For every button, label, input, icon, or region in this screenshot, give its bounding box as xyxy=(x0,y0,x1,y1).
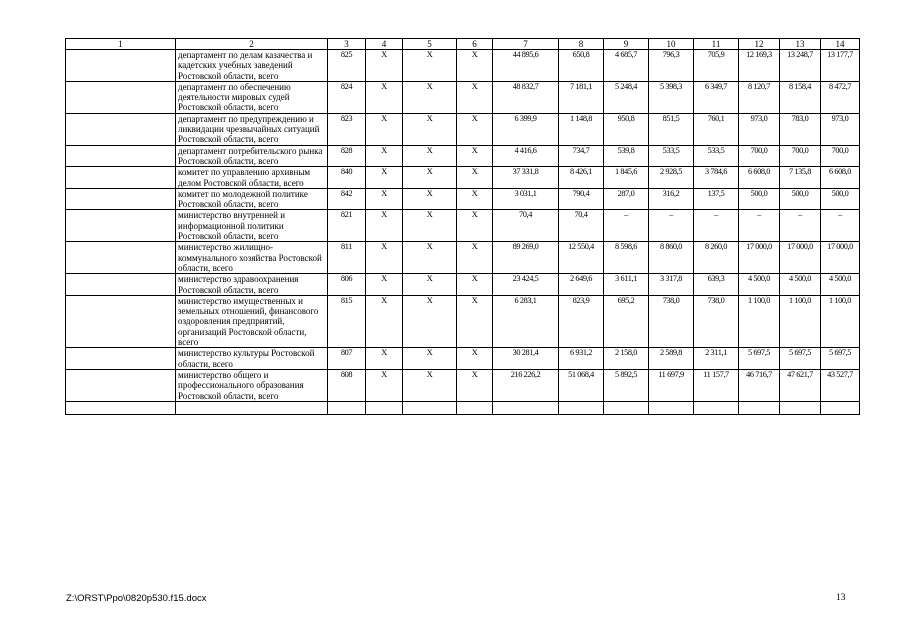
row-name: комитет по управлению архивным делом Ростовской области, всего xyxy=(176,167,328,189)
value-cell: 842 xyxy=(328,188,366,210)
value-cell: Х xyxy=(366,274,403,296)
value-cell: 4 685,7 xyxy=(604,50,649,82)
value-cell: 973,0 xyxy=(739,113,780,145)
value-cell: Х xyxy=(457,348,493,370)
value-cell: 23 424,5 xyxy=(493,274,559,296)
table-row xyxy=(66,113,860,145)
value-cell: 828 xyxy=(328,145,366,167)
row-name: департамент по делам казачества и кадетских учебных заведений Ростовской области, всего xyxy=(176,50,328,82)
value-cell: 5 697,5 xyxy=(821,348,860,370)
filler-row xyxy=(66,401,860,414)
value-cell: 48 832,7 xyxy=(493,81,559,113)
header-cell: 4 xyxy=(366,39,403,50)
value-cell: Х xyxy=(403,348,457,370)
header-cell: 13 xyxy=(780,39,821,50)
value-cell: 3 784,6 xyxy=(694,167,739,189)
table-row xyxy=(66,242,860,274)
row-name: департамент по предупреждению и ликвидации чрезвычайных ситуаций Ростовской области, всего xyxy=(176,113,328,145)
value-cell: 5 248,4 xyxy=(604,81,649,113)
table-row xyxy=(66,167,860,189)
value-cell: 2 649,6 xyxy=(559,274,604,296)
value-cell: 1 845,6 xyxy=(604,167,649,189)
value-cell: Х xyxy=(457,188,493,210)
value-cell: 47 621,7 xyxy=(780,369,821,401)
value-cell: 806 xyxy=(328,274,366,296)
value-cell: Х xyxy=(403,369,457,401)
value-cell: Х xyxy=(457,210,493,242)
value-cell: Х xyxy=(457,295,493,347)
value-cell: Х xyxy=(366,210,403,242)
value-cell: 6 608,0 xyxy=(821,167,860,189)
value-cell: 17 000,0 xyxy=(780,242,821,274)
value-cell: 6 283,1 xyxy=(493,295,559,347)
table-row xyxy=(66,188,860,210)
value-cell: 5 892,5 xyxy=(604,369,649,401)
table-row xyxy=(66,81,860,113)
value-cell: 8 598,6 xyxy=(604,242,649,274)
value-cell: Х xyxy=(403,113,457,145)
empty-cell xyxy=(403,401,457,414)
value-cell: 650,8 xyxy=(559,50,604,82)
value-cell: 13 248,7 xyxy=(780,50,821,82)
value-cell: 821 xyxy=(328,210,366,242)
value-cell: Х xyxy=(366,348,403,370)
row-name: министерство здравоохранения Ростовской области, всего xyxy=(176,274,328,296)
value-cell: 808 xyxy=(328,369,366,401)
empty-cell xyxy=(66,369,176,401)
empty-cell xyxy=(493,401,559,414)
table-row xyxy=(66,50,860,82)
value-cell: Х xyxy=(366,145,403,167)
value-cell: 287,0 xyxy=(604,188,649,210)
value-cell: 823,9 xyxy=(559,295,604,347)
value-cell: 11 157,7 xyxy=(694,369,739,401)
value-cell: – xyxy=(821,210,860,242)
row-name: министерство культуры Ростовской области, всего xyxy=(176,348,328,370)
empty-cell xyxy=(559,401,604,414)
value-cell: Х xyxy=(366,295,403,347)
value-cell: 500,0 xyxy=(780,188,821,210)
row-name: департамент потребительского рынка Ростовской области, всего xyxy=(176,145,328,167)
value-cell: 823 xyxy=(328,113,366,145)
value-cell: Х xyxy=(457,274,493,296)
value-cell: 3 611,1 xyxy=(604,274,649,296)
empty-cell xyxy=(66,401,176,414)
value-cell: Х xyxy=(403,274,457,296)
value-cell: 500,0 xyxy=(821,188,860,210)
empty-cell xyxy=(604,401,649,414)
value-cell: 5 697,5 xyxy=(780,348,821,370)
empty-cell xyxy=(66,274,176,296)
empty-cell xyxy=(66,348,176,370)
table-row xyxy=(66,210,860,242)
value-cell: Х xyxy=(457,81,493,113)
empty-cell xyxy=(366,401,403,414)
value-cell: 5 697,5 xyxy=(739,348,780,370)
value-cell: 4 416,6 xyxy=(493,145,559,167)
value-cell: Х xyxy=(366,369,403,401)
value-cell: – xyxy=(694,210,739,242)
empty-cell xyxy=(66,295,176,347)
file-path: Z:\ORST\Ppo\0820p530.f15.docx xyxy=(66,593,207,604)
header-cell: 7 xyxy=(493,39,559,50)
value-cell: Х xyxy=(366,242,403,274)
value-cell: 6 931,2 xyxy=(559,348,604,370)
empty-cell xyxy=(66,188,176,210)
value-cell: Х xyxy=(366,167,403,189)
value-cell: 5 398,3 xyxy=(649,81,694,113)
value-cell: 46 716,7 xyxy=(739,369,780,401)
row-name: департамент по обеспечению деятельности мировых судей Ростовской области, всего xyxy=(176,81,328,113)
row-name: министерство внутренней и информационной политики Ростовской области, всего xyxy=(176,210,328,242)
value-cell: 825 xyxy=(328,50,366,82)
empty-cell xyxy=(66,242,176,274)
empty-cell xyxy=(66,81,176,113)
header-cell: 3 xyxy=(328,39,366,50)
header-cell: 9 xyxy=(604,39,649,50)
value-cell: 695,2 xyxy=(604,295,649,347)
value-cell: 639,3 xyxy=(694,274,739,296)
value-cell: 8 426,1 xyxy=(559,167,604,189)
value-cell: 1 100,0 xyxy=(739,295,780,347)
value-cell: 7 181,1 xyxy=(559,81,604,113)
empty-cell xyxy=(780,401,821,414)
value-cell: – xyxy=(739,210,780,242)
value-cell: 738,0 xyxy=(694,295,739,347)
value-cell: 17 000,0 xyxy=(739,242,780,274)
value-cell: – xyxy=(604,210,649,242)
value-cell: 500,0 xyxy=(739,188,780,210)
header-cell: 6 xyxy=(457,39,493,50)
row-name: министерство жилищно-коммунального хозяйства Ростовской области, всего xyxy=(176,242,328,274)
table-row xyxy=(66,348,860,370)
value-cell: 2 311,1 xyxy=(694,348,739,370)
value-cell: 6 399,9 xyxy=(493,113,559,145)
value-cell: Х xyxy=(403,81,457,113)
value-cell: 700,0 xyxy=(780,145,821,167)
value-cell: 851,5 xyxy=(649,113,694,145)
value-cell: 824 xyxy=(328,81,366,113)
table-row xyxy=(66,145,860,167)
value-cell: 1 100,0 xyxy=(780,295,821,347)
header-cell: 10 xyxy=(649,39,694,50)
header-cell: 5 xyxy=(403,39,457,50)
value-cell: Х xyxy=(403,242,457,274)
value-cell: 533,5 xyxy=(649,145,694,167)
value-cell: 2 589,8 xyxy=(649,348,694,370)
value-cell: 3 031,1 xyxy=(493,188,559,210)
table-body xyxy=(66,50,860,415)
value-cell: Х xyxy=(457,167,493,189)
value-cell: 950,8 xyxy=(604,113,649,145)
value-cell: 6 608,0 xyxy=(739,167,780,189)
empty-cell xyxy=(66,145,176,167)
value-cell: 70,4 xyxy=(493,210,559,242)
value-cell: 1 100,0 xyxy=(821,295,860,347)
value-cell: Х xyxy=(366,188,403,210)
empty-cell xyxy=(66,167,176,189)
value-cell: – xyxy=(649,210,694,242)
table-row xyxy=(66,274,860,296)
value-cell: 796,3 xyxy=(649,50,694,82)
value-cell: 89 269,0 xyxy=(493,242,559,274)
header-cell: 11 xyxy=(694,39,739,50)
value-cell: 734,7 xyxy=(559,145,604,167)
page-number: 13 xyxy=(836,593,846,603)
value-cell: 12 550,4 xyxy=(559,242,604,274)
value-cell: Х xyxy=(403,145,457,167)
value-cell: 137,5 xyxy=(694,188,739,210)
value-cell: 70,4 xyxy=(559,210,604,242)
empty-cell xyxy=(66,210,176,242)
value-cell: 2 158,0 xyxy=(604,348,649,370)
header-cell: 8 xyxy=(559,39,604,50)
empty-cell xyxy=(821,401,860,414)
header-cell: 12 xyxy=(739,39,780,50)
value-cell: – xyxy=(780,210,821,242)
value-cell: 12 169,3 xyxy=(739,50,780,82)
value-cell: 8 120,7 xyxy=(739,81,780,113)
value-cell: 8 472,7 xyxy=(821,81,860,113)
table-row xyxy=(66,295,860,347)
value-cell: Х xyxy=(366,81,403,113)
value-cell: 7 135,8 xyxy=(780,167,821,189)
value-cell: 783,0 xyxy=(780,113,821,145)
value-cell: 973,0 xyxy=(821,113,860,145)
empty-cell xyxy=(66,50,176,82)
value-cell: Х xyxy=(366,50,403,82)
value-cell: Х xyxy=(403,295,457,347)
value-cell: 2 928,5 xyxy=(649,167,694,189)
value-cell: 8 158,4 xyxy=(780,81,821,113)
row-name: комитет по молодежной политике Ростовской области, всего xyxy=(176,188,328,210)
value-cell: 705,9 xyxy=(694,50,739,82)
row-name: министерство имущественных и земельных отношений, финансового оздоровления предприятий, организаций Ростовской области, всего xyxy=(176,295,328,347)
value-cell: 37 331,8 xyxy=(493,167,559,189)
value-cell: 700,0 xyxy=(821,145,860,167)
value-cell: 51 068,4 xyxy=(559,369,604,401)
value-cell: 216 226,2 xyxy=(493,369,559,401)
value-cell: 17 000,0 xyxy=(821,242,860,274)
row-name: министерство общего и профессионального образования Ростовской области, всего xyxy=(176,369,328,401)
empty-cell xyxy=(649,401,694,414)
value-cell: 700,0 xyxy=(739,145,780,167)
value-cell: 807 xyxy=(328,348,366,370)
empty-cell xyxy=(457,401,493,414)
value-cell: Х xyxy=(366,113,403,145)
header-row xyxy=(66,39,860,50)
value-cell: 30 281,4 xyxy=(493,348,559,370)
empty-cell xyxy=(739,401,780,414)
budget-table-container xyxy=(65,38,859,415)
value-cell: 4 500,0 xyxy=(780,274,821,296)
value-cell: 738,0 xyxy=(649,295,694,347)
value-cell: 6 349,7 xyxy=(694,81,739,113)
budget-table xyxy=(65,38,860,415)
value-cell: 43 527,7 xyxy=(821,369,860,401)
value-cell: Х xyxy=(403,50,457,82)
value-cell: Х xyxy=(457,113,493,145)
value-cell: Х xyxy=(457,242,493,274)
value-cell: 13 177,7 xyxy=(821,50,860,82)
value-cell: 4 500,0 xyxy=(739,274,780,296)
value-cell: 11 697,9 xyxy=(649,369,694,401)
value-cell: 44 895,6 xyxy=(493,50,559,82)
value-cell: 8 860,0 xyxy=(649,242,694,274)
value-cell: 790,4 xyxy=(559,188,604,210)
header-cell: 14 xyxy=(821,39,860,50)
value-cell: 3 317,8 xyxy=(649,274,694,296)
header-cell: 2 xyxy=(176,39,328,50)
value-cell: Х xyxy=(403,188,457,210)
value-cell: Х xyxy=(403,210,457,242)
value-cell: Х xyxy=(457,50,493,82)
empty-cell xyxy=(694,401,739,414)
value-cell: Х xyxy=(457,145,493,167)
header-cell: 1 xyxy=(66,39,176,50)
value-cell: 316,2 xyxy=(649,188,694,210)
value-cell: Х xyxy=(457,369,493,401)
value-cell: 533,5 xyxy=(694,145,739,167)
empty-cell xyxy=(66,113,176,145)
value-cell: 811 xyxy=(328,242,366,274)
empty-cell xyxy=(176,401,328,414)
value-cell: 1 148,8 xyxy=(559,113,604,145)
empty-cell xyxy=(328,401,366,414)
table-row xyxy=(66,369,860,401)
value-cell: 840 xyxy=(328,167,366,189)
value-cell: 4 500,0 xyxy=(821,274,860,296)
value-cell: 8 260,0 xyxy=(694,242,739,274)
value-cell: 760,1 xyxy=(694,113,739,145)
value-cell: 815 xyxy=(328,295,366,347)
value-cell: 539,8 xyxy=(604,145,649,167)
value-cell: Х xyxy=(403,167,457,189)
